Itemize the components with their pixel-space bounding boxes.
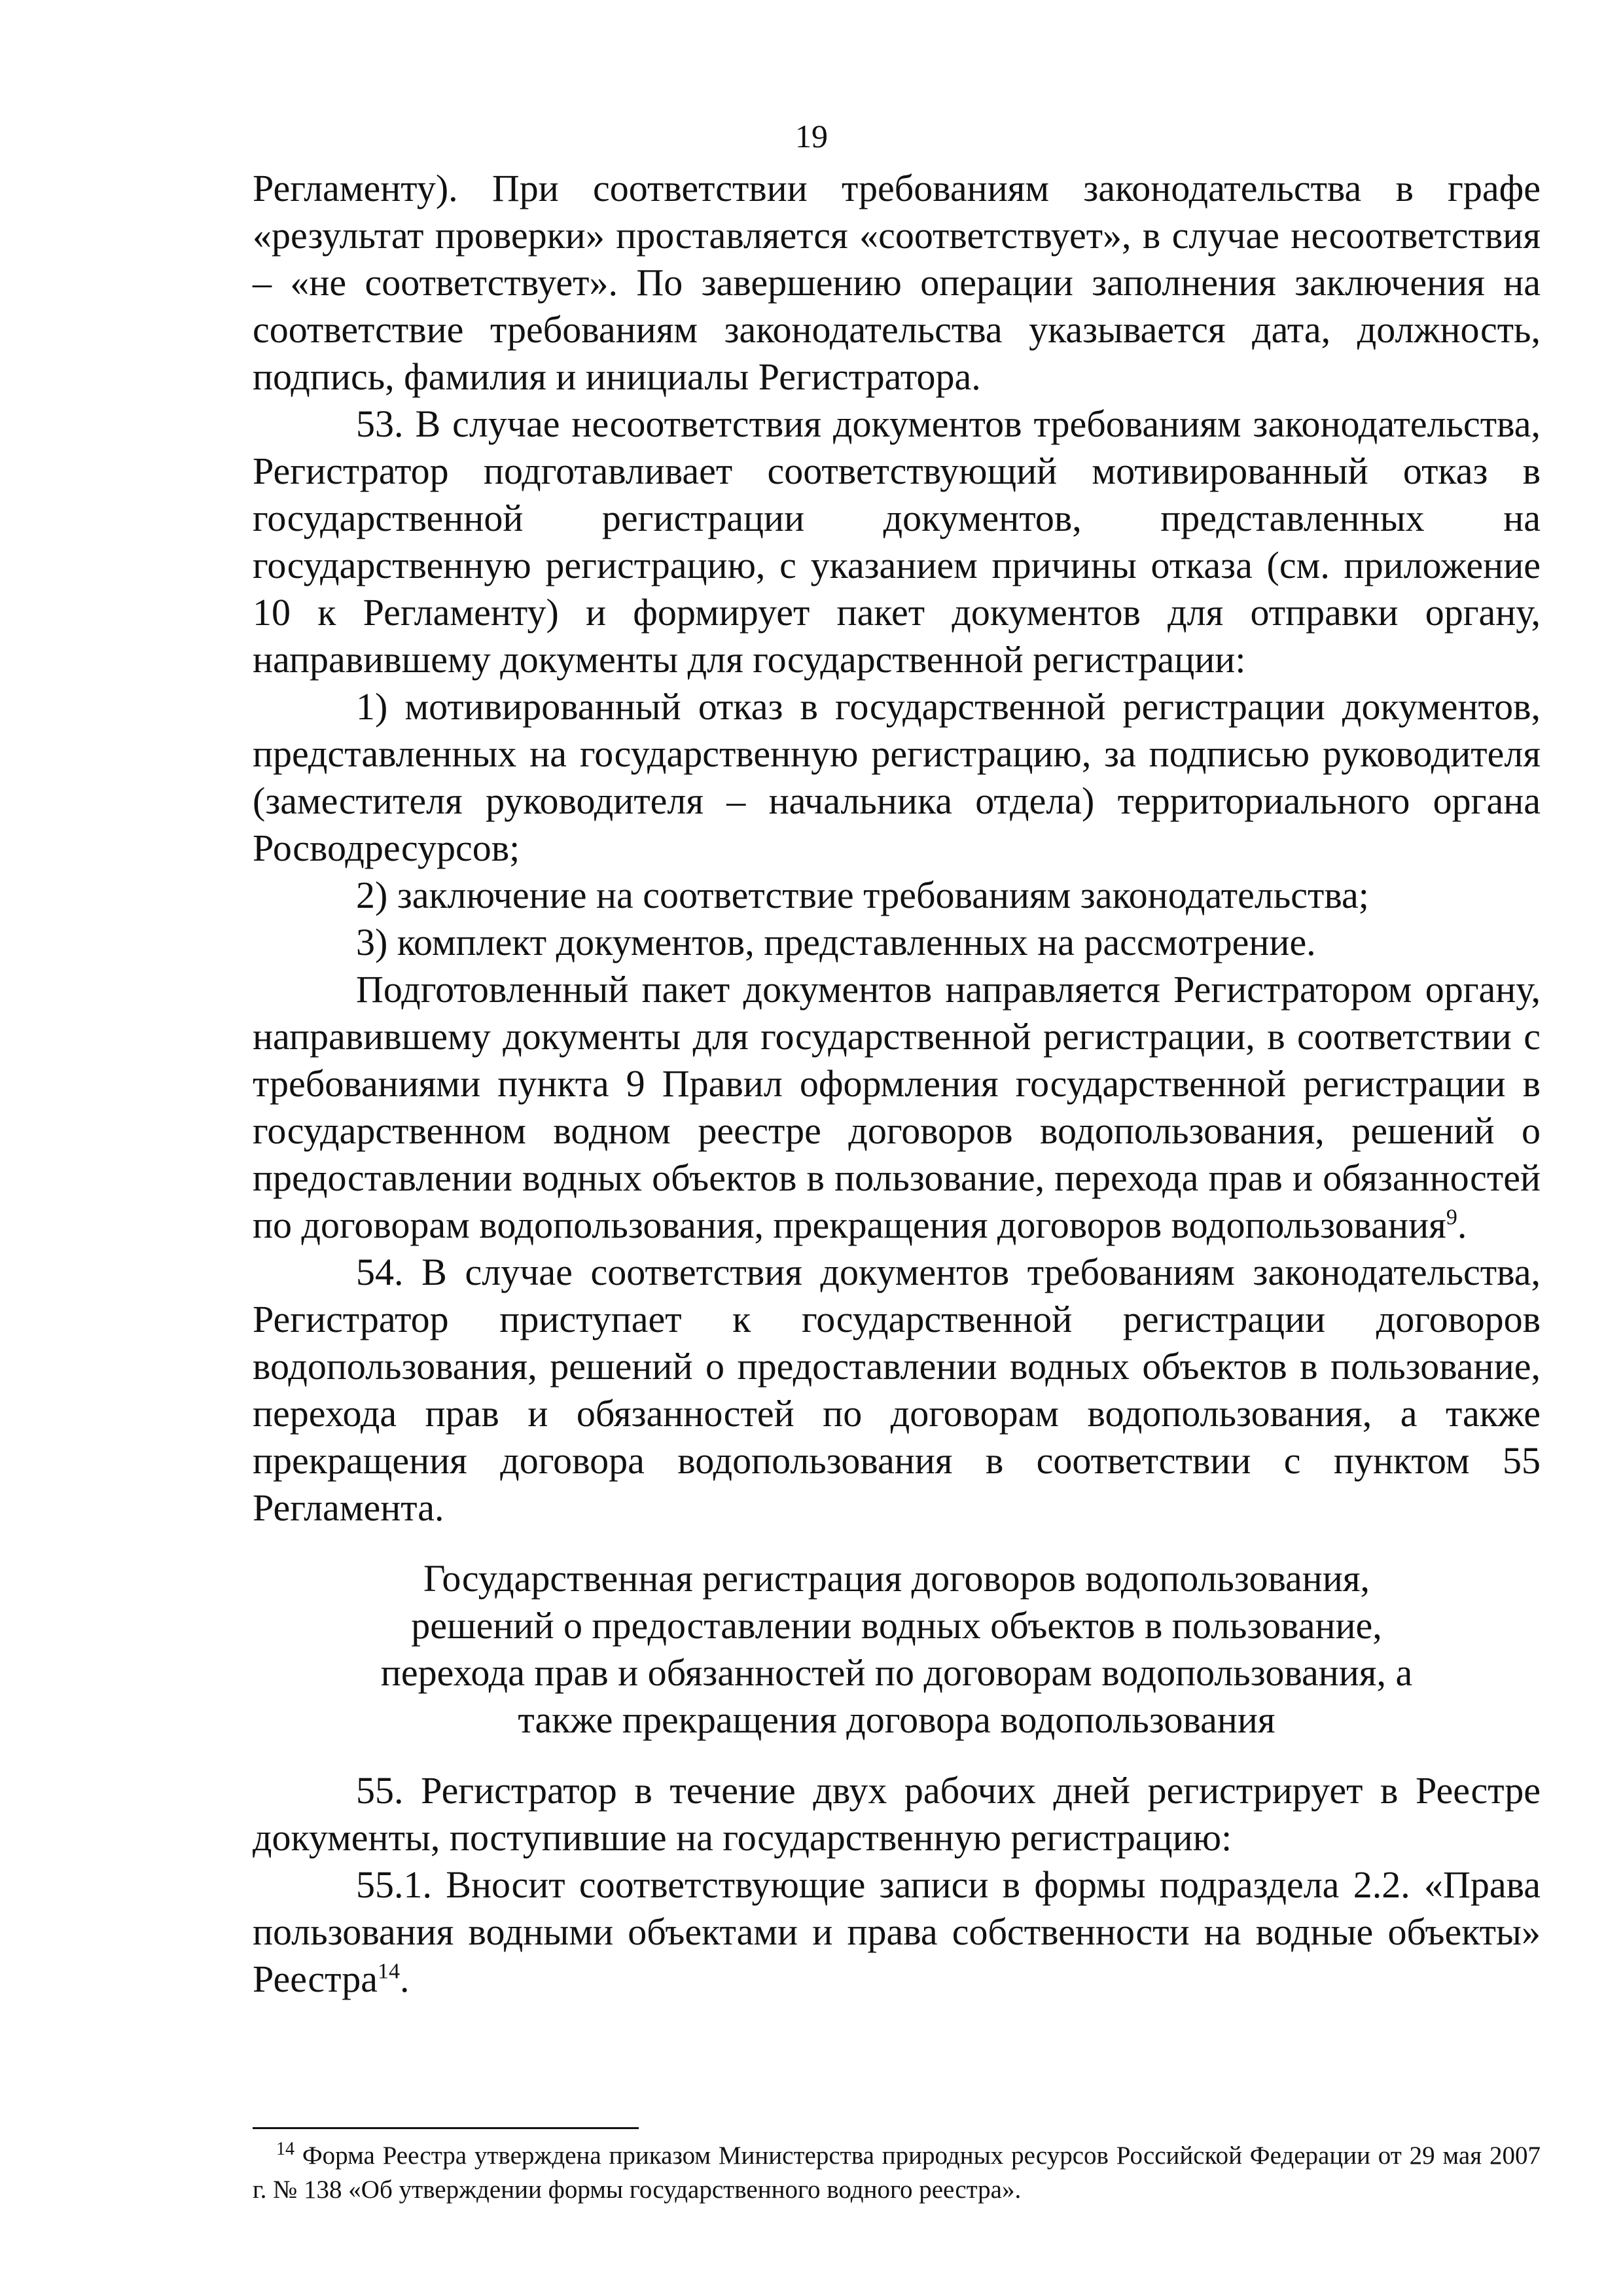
footnote-marker: 14 [276, 2139, 294, 2159]
footnote-divider [253, 2127, 639, 2129]
paragraph-54: 54. В случае соответствия документов требованиям законодательства, Регистратор приступает к государственной регистрации договоров водопользования, решений о предоставлении водных объектов в пользование, перехода прав и обязанностей по договорам водопользования, а также прекращения договора водопользования в соответствии с пунктом 55 Регламента. [253, 1251, 1541, 1529]
footnote-ref-9: 9 [1446, 1205, 1457, 1230]
paragraph-53: 53. В случае несоответствия документов требованиям законодательства, Регистратор подготавливает соответствующий мотивированный отказ в государственной регистрации документов, представленных на государственную регистрацию, с указанием причины отказа (см. приложение 10 к Регламенту) и формирует пакет документов для отправки органу, направившему документы для государственной регистрации: [253, 403, 1541, 681]
paragraph-package-text: Подготовленный пакет документов направляется Регистратором органу, направившему документы для государственной регистрации, в соответствии с требованиями пункта 9 Правил оформления государственной регистрации в государственном водном реестре договоров водопользования, решений о предоставлении водных объектов в пользование, перехода прав и обязанностей по договорам водопользования, прекращения договоров водопользования [253, 968, 1541, 1246]
section-heading-line-4: также прекращения договора водопользования [518, 1698, 1275, 1741]
page-number: 19 [795, 118, 828, 154]
list-item-1: 1) мотивированный отказ в государственной регистрации документов, представленных на государственную регистрацию, за подписью руководителя (заместителя руководителя – начальника отдела) территориального органа Росводресурсов; [253, 685, 1541, 869]
list-item-3: 3) комплект документов, представленных на рассмотрение. [356, 921, 1316, 963]
paragraph-55: 55. Регистратор в течение двух рабочих дней регистрирует в Реестре документы, поступившие на государственную регистрацию: [253, 1769, 1541, 1859]
footnote-ref-14: 14 [377, 1959, 400, 1984]
paragraph-55-1-end: . [399, 1958, 410, 2000]
section-heading-line-3: перехода прав и обязанностей по договорам водопользования, а [380, 1651, 1413, 1694]
footnote [253, 2139, 1541, 2207]
section-heading-line-2: решений о предоставлении водных объектов в пользование, [411, 1604, 1382, 1647]
paragraph-continuation: Регламенту). При соответствии требованиям законодательства в графе «результат проверки» проставляется «соответствует», в случае несоответствия – «не соответствует». По завершению операции заполнения заключения на соответствие требованиям законодательства указывается дата, должность, подпись, фамилия и инициалы Регистратора. [253, 167, 1541, 398]
paragraph-55-1 [253, 1861, 1541, 2003]
list-item-2: 2) заключение на соответствие требованиям законодательства; [356, 874, 1369, 916]
paragraph-55-1-text: 55.1. Вносит соответствующие записи в формы подраздела 2.2. «Права пользования водными объектами и права собственности на водные объекты» Реестра [253, 1863, 1541, 2000]
footnote-text: Форма Реестра утверждена приказом Министерства природных ресурсов Российской Федерации от 29 мая 2007 г. № 138 «Об утверждении формы государственного водного реестра». [253, 2142, 1541, 2204]
section-heading-line-1: Государственная регистрация договоров водопользования, [423, 1557, 1370, 1600]
paragraph-package [253, 966, 1541, 1249]
paragraph-package-end: . [1457, 1204, 1467, 1246]
section-heading [253, 1555, 1541, 1744]
document-body [253, 165, 1541, 2003]
